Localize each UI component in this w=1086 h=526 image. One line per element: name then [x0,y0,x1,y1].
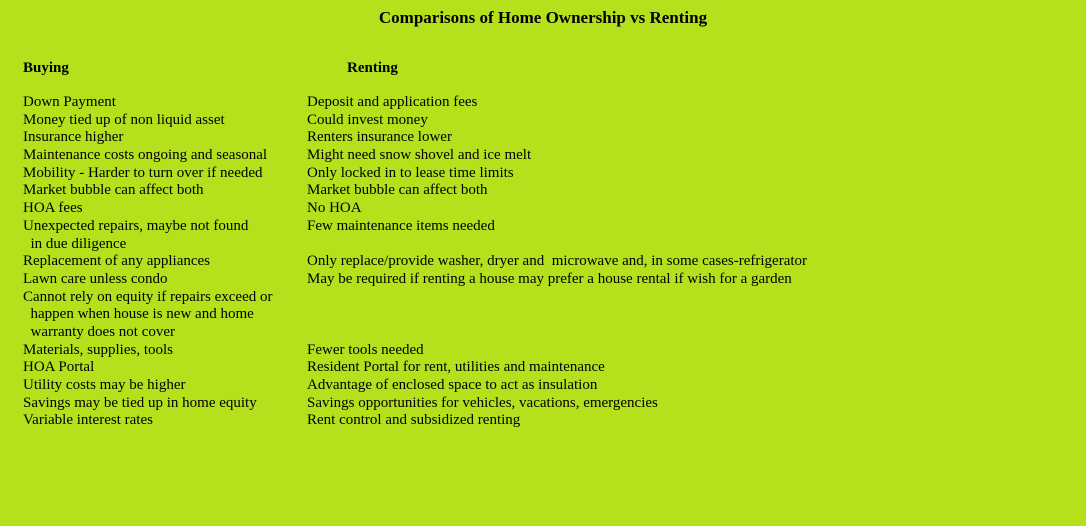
buying-item: Money tied up of non liquid asset [23,111,225,128]
buying-item: Materials, supplies, tools [23,341,173,358]
renting-item [307,289,1086,307]
comparison-row [0,94,1086,112]
buying-item: Savings may be tied up in home equity [23,394,257,411]
renting-item: Only locked in to lease time limits [307,164,514,181]
renting-item [307,306,1086,324]
buying-item-continuation: happen when house is new and home [23,306,254,323]
renting-item: Rent control and subsidized renting [307,412,521,429]
buying-item: Lawn care unless condo [23,270,168,287]
comparison-row [0,200,1086,218]
renting-item [307,324,1086,342]
comparison-row [0,306,1086,324]
buying-item: Maintenance costs ongoing and seasonal [23,147,268,164]
comparison-row [0,253,1086,271]
renting-item: Renters insurance lower [307,129,452,146]
renting-item: Fewer tools needed [307,341,424,358]
comparison-row [0,147,1086,165]
renting-column-header: Renting [347,60,398,76]
comparison-row [0,324,1086,342]
buying-item: Mobility - Harder to turn over if needed [23,164,263,181]
comparison-row [0,412,1086,430]
comparison-row [0,165,1086,183]
buying-column-header: Buying [23,60,69,76]
renting-item: Advantage of enclosed space to act as insulation [307,377,598,393]
buying-item: Market bubble can affect both [23,182,204,199]
renting-item: May be required if renting a house may prefer a house rental if wish for a garden [307,270,792,287]
comparison-row [0,377,1086,395]
comparison-list [0,94,1086,430]
comparison-row [0,218,1086,236]
comparison-row [0,395,1086,413]
renting-item: Few maintenance items needed [307,217,495,234]
renting-item [307,236,1086,254]
renting-item: Savings opportunities for vehicles, vacations, emergencies [307,394,658,411]
renting-item: Only replace/provide washer, dryer and microwave and, in some cases-refrigerator [307,253,808,270]
comparison-row [0,271,1086,289]
column-headers [0,60,1086,78]
renting-item: Might need snow shovel and ice melt [307,147,532,164]
buying-item: Utility costs may be higher [23,377,186,393]
renting-item: Resident Portal for rent, utilities and maintenance [307,359,605,376]
renting-item: Market bubble can affect both [307,182,488,199]
comparison-row [0,129,1086,147]
buying-item-continuation: warranty does not cover [23,323,176,340]
buying-item-continuation: in due diligence [23,235,127,252]
buying-item: Replacement of any appliances [23,253,211,270]
page-title: Comparisons of Home Ownership vs Renting [378,8,708,27]
buying-item: HOA fees [23,200,83,217]
buying-item: Insurance higher [23,129,124,146]
buying-item: Cannot rely on equity if repairs exceed or [23,288,273,305]
renting-item: No HOA [307,200,362,217]
comparison-row [0,182,1086,200]
comparison-row [0,236,1086,254]
comparison-row [0,359,1086,377]
buying-item: Down Payment [23,94,116,110]
comparison-row [0,112,1086,130]
buying-item: HOA Portal [23,359,95,376]
buying-item: Variable interest rates [23,412,153,429]
renting-item: Could invest money [307,111,428,128]
renting-item: Deposit and application fees [307,94,478,110]
comparison-row [0,342,1086,360]
comparison-row [0,289,1086,307]
buying-item: Unexpected repairs, maybe not found [23,217,249,234]
